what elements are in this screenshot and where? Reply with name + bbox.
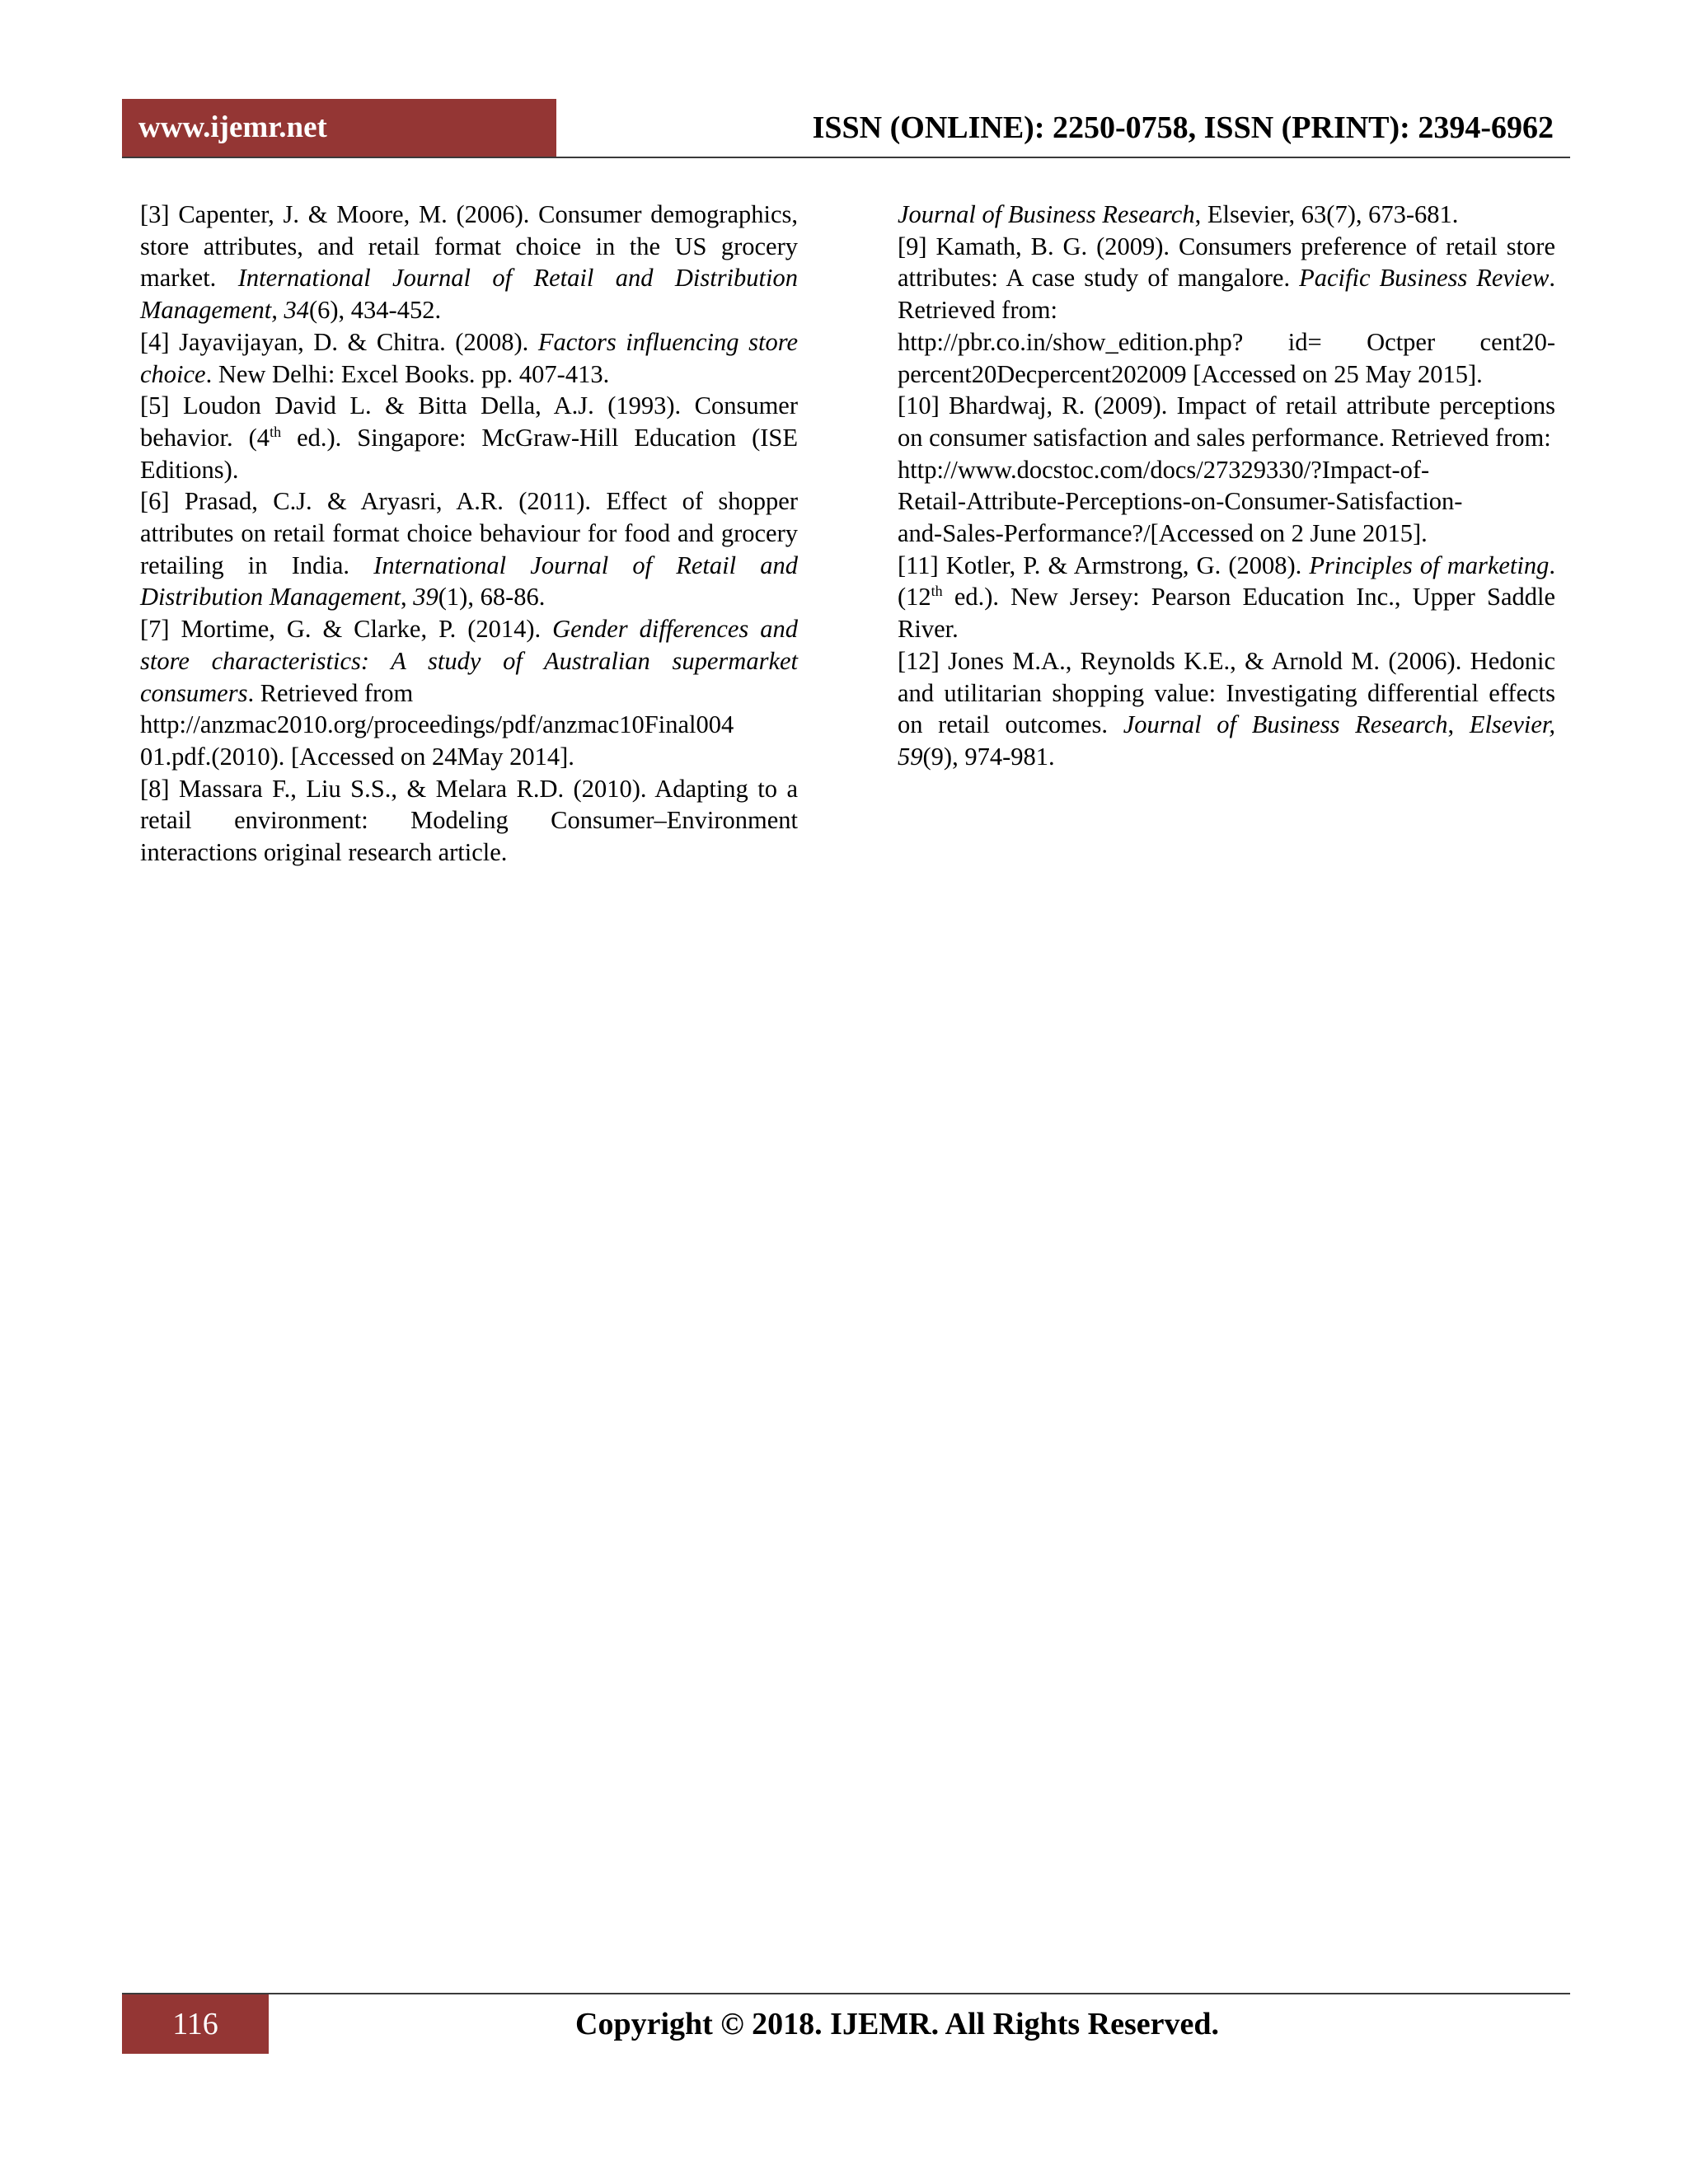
copyright-text: Copyright © 2018. IJEMR. All Rights Reserved. bbox=[575, 2007, 1219, 2041]
issn-text: ISSN (ONLINE): 2250-0758, ISSN (PRINT): 2394-6962 bbox=[812, 110, 1554, 145]
reference-7-url[interactable]: http://anzmac2010.org/proceedings/pdf/anzmac10Final004 bbox=[140, 710, 734, 739]
reference-4: [4] Jayavijayan, D. & Chitra. (2008). Factors influencing store choice. New Delhi: Excel Books. pp. 407-413. bbox=[140, 327, 798, 388]
page-footer bbox=[122, 1993, 1570, 2054]
references-right-column bbox=[898, 199, 1555, 773]
reference-10-url[interactable]: http://www.docstoc.com/docs/27329330/?Impact-of- bbox=[898, 455, 1430, 484]
reference-6: [6] Prasad, C.J. & Aryasri, A.R. (2011). Effect of shopper attributes on retail format choice behaviour for food and grocery retailing in India. International Journal of Retail and Distribution Management, 39(1), 68-86. bbox=[140, 487, 798, 612]
page-number: 116 bbox=[172, 2007, 218, 2041]
reference-3: [3] Capenter, J. & Moore, M. (2006). Consumer demographics, store attributes, and retail format choice in the US grocery market. International Journal of Retail and Distribution Management, 34(6), 434-452. bbox=[140, 200, 798, 325]
reference-9-url[interactable]: http://pbr.co.in/show_edition.php? id= Octper cent20- bbox=[898, 327, 1555, 356]
references-left-column bbox=[140, 199, 798, 869]
page-header bbox=[122, 99, 1570, 158]
reference-7: [7] Mortime, G. & Clarke, P. (2014). Gender differences and store characteristics: A study of Australian supermarket consumers. Retrieved from http://anzmac2010.org/proceedings/pdf/anzmac10Final004 01.pdf.(2010). [Accessed on 24May 2014]. bbox=[140, 615, 798, 771]
site-banner bbox=[122, 99, 556, 157]
site-url[interactable]: www.ijemr.net bbox=[138, 110, 327, 144]
reference-9: [9] Kamath, B. G. (2009). Consumers preference of retail store attributes: A case study of mangalore. Pacific Business Review. Retrieved from: http://pbr.co.in/show_edition.php? id= Octper cent20- percent20Decpercent202009 [Accessed on 25 May 2015]. bbox=[898, 232, 1555, 388]
reference-11: [11] Kotler, P. & Armstrong, G. (2008). Principles of marketing. (12th ed.). New Jersey: Pearson Education Inc., Upper Saddle River. bbox=[898, 551, 1555, 644]
reference-8: [8] Massara F., Liu S.S., & Melara R.D. (2010). Adapting to a retail environment: Modeling Consumer–Environment interactions original research article. bbox=[140, 774, 798, 867]
reference-10: [10] Bhardwaj, R. (2009). Impact of retail attribute perceptions on consumer satisfaction and sales performance. Retrieved from: http://www.docstoc.com/docs/27329330/?Impact-of- Retail-Attribute-Perceptions-on-Consumer-Satisfaction- and-Sales-Performance?/[Accessed on 2 June 2015]. bbox=[898, 391, 1555, 548]
reference-8-continued: Journal of Business Research, Elsevier, 63(7), 673-681. bbox=[898, 200, 1459, 228]
reference-12: [12] Jones M.A., Reynolds K.E., & Arnold M. (2006). Hedonic and utilitarian shopping value: Investigating differential effects on retail outcomes. Journal of Business Research, Elsevier, 59(9), 974-981. bbox=[898, 646, 1555, 771]
reference-5: [5] Loudon David L. & Bitta Della, A.J. (1993). Consumer behavior. (4th ed.). Singapore: McGraw-Hill Education (ISE Editions). bbox=[140, 391, 798, 484]
page-number-box bbox=[122, 1994, 269, 2054]
